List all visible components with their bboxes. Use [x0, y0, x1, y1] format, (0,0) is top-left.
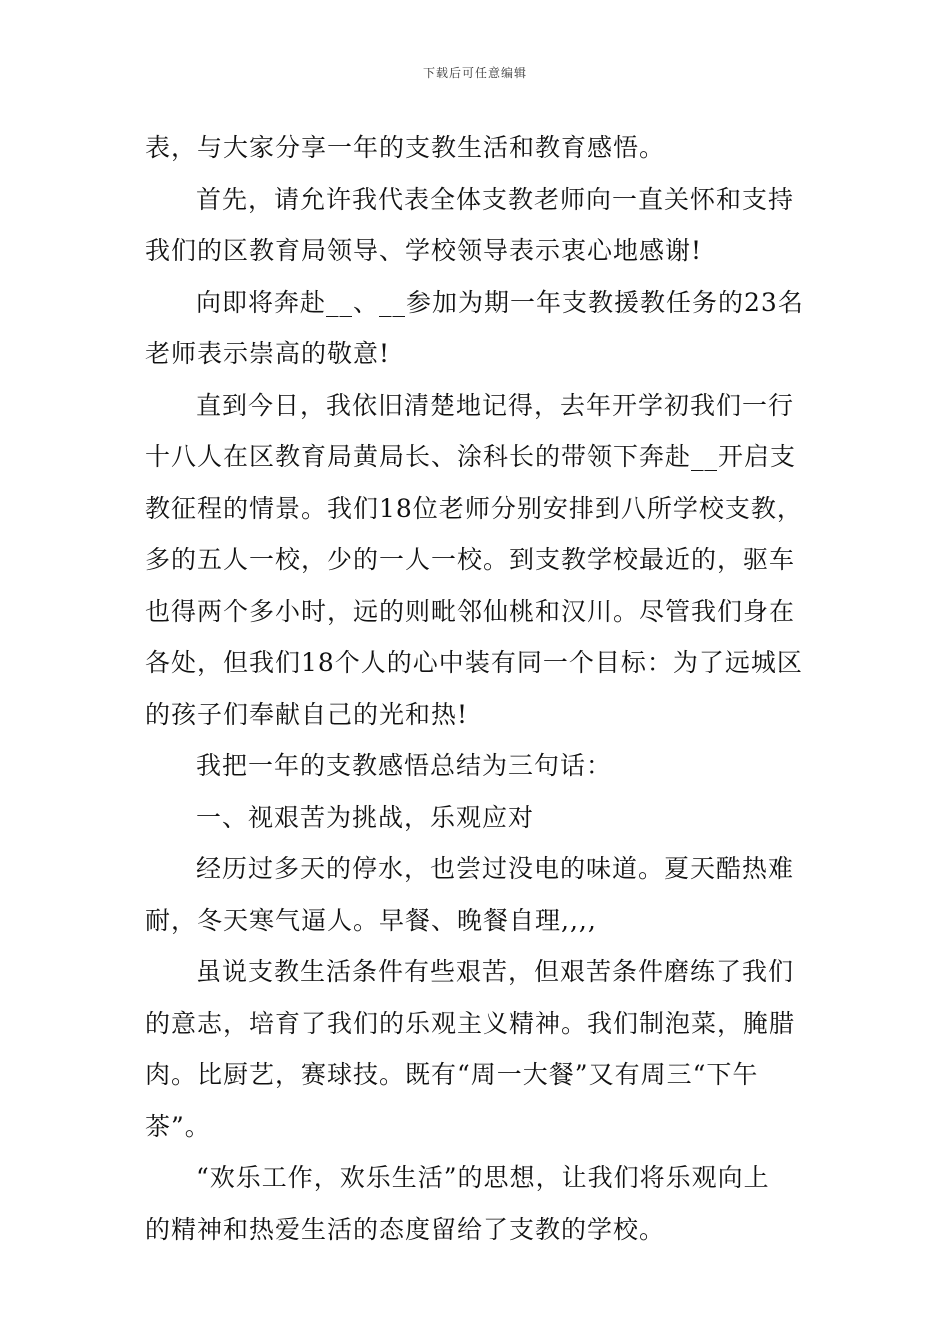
text-line: 我们的区教育局领导、学校领导表示衷心地感谢! [145, 236, 703, 265]
text-line: 的意志，培育了我们的乐观主义精神。我们制泡菜，腌腊 [145, 1008, 796, 1038]
text-line: 教征程的情景。我们18位老师分别安排到八所学校支教， [145, 493, 803, 523]
text-line: 老师表示崇高的敬意! [145, 339, 391, 368]
text-line: 也得两个多小时，远的则毗邻仙桃和汉川。尽管我们身在 [145, 596, 796, 626]
text-line: 经历过多天的停水，也尝过没电的味道。夏天酷热难 [196, 854, 795, 883]
text-line: 肉。比厨艺，赛球技。既有“周一大餐”又有周三“下午 [145, 1060, 759, 1089]
text-line: 多的五人一校，少的一人一校。到支教学校最近的，驱车 [145, 545, 796, 574]
text-line: 的孩子们奉献自己的光和热! [145, 699, 469, 729]
page-header: 下载后可任意编辑 [422, 66, 527, 80]
text-line: 的精神和热爱生活的态度留给了支教的学校。 [145, 1214, 666, 1244]
text-line: 表，与大家分享一年的支教生活和教育感悟。 [145, 133, 666, 162]
text-line: 虽说支教生活条件有些艰苦，但艰苦条件磨练了我们 [196, 957, 795, 986]
document-body [145, 122, 807, 1255]
text-line: 十八人在区教育局黄局长、涂科长的带领下奔赴__开启支 [145, 442, 797, 471]
text-line: 茶”。 [145, 1111, 211, 1141]
text-line: 首先，请允许我代表全体支教老师向一直关怀和支持 [196, 184, 795, 214]
text-line: 耐，冬天寒气逼人。早餐、晚餐自理,,,, [145, 905, 597, 935]
text-line: “欢乐工作，欢乐生活”的思想，让我们将乐观向上 [196, 1163, 770, 1192]
text-line: 一、视艰苦为挑战，乐观应对 [196, 802, 535, 832]
text-line: 向即将奔赴__、__参加为期一年支教援教任务的23名 [196, 287, 804, 317]
text-line: 各处，但我们18个人的心中装有同一个目标：为了远城区 [145, 648, 803, 677]
text-line: 我把一年的支教感悟总结为三句话： [196, 751, 613, 780]
text-line: 直到今日，我依旧清楚地记得，去年开学初我们一行 [196, 390, 795, 420]
